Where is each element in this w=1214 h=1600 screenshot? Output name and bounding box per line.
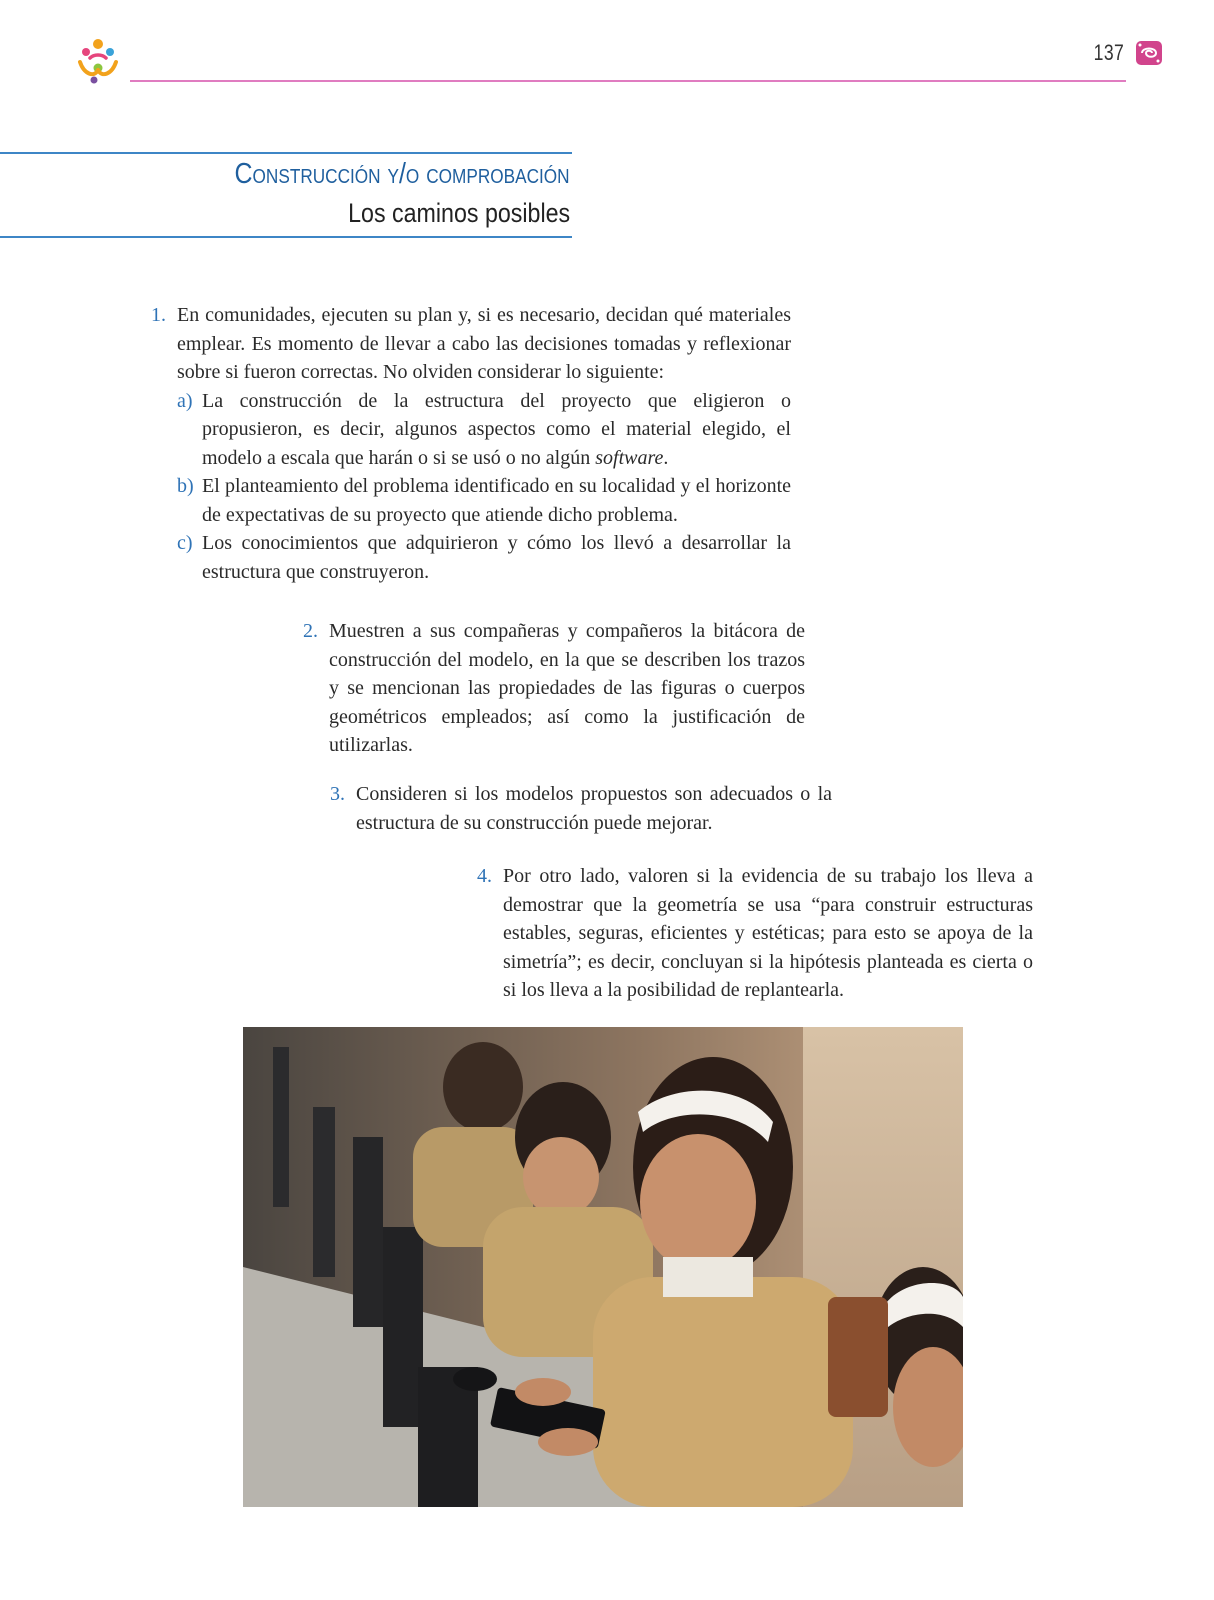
item-number: 2. — [303, 620, 318, 642]
section-rule-bottom — [0, 236, 572, 238]
spiral-glyph-icon — [1134, 38, 1164, 68]
list-item-1 — [151, 301, 791, 586]
item-number: 3. — [330, 783, 345, 805]
header-rule — [130, 80, 1126, 82]
subitem-text-main: La construcción de la estructura del proyecto que eligieron o propusieron, es decir, algunos aspectos como el material elegido, el modelo a escala que harán o si se usó o no algún — [202, 389, 791, 469]
subitem-letter: b) — [177, 475, 194, 497]
subitem-a — [177, 387, 791, 473]
section-subtitle: Los caminos posibles — [347, 198, 570, 228]
section-header — [0, 152, 572, 238]
subitem-text — [202, 387, 791, 473]
list-item-3 — [330, 780, 832, 837]
subitem-letter: a) — [177, 389, 193, 412]
page-number: 137 — [1093, 40, 1124, 65]
section-title: Construcción y/o comprobación — [234, 158, 570, 190]
hands-circle-logo-icon — [72, 34, 124, 86]
item-number: 1. — [151, 304, 166, 326]
subitem-text-end: . — [663, 446, 669, 469]
item-text: Consideren si los modelos propuestos son adecuados o la estructura de su construcción puede mejorar. — [356, 783, 832, 834]
subitem-c — [177, 529, 791, 586]
subitem-text: Los conocimientos que adquirieron y cómo los llevó a desarrollar la estructura que construyeron. — [202, 532, 791, 583]
subitem-letter: c) — [177, 532, 193, 554]
list-item-4 — [477, 862, 1033, 1005]
subitem-b — [177, 472, 791, 529]
subitem-text: El planteamiento del problema identificado en su localidad y el horizonte de expectativas de su proyecto que atiende dicho problema. — [202, 475, 791, 526]
item-text: En comunidades, ejecuten su plan y, si es necesario, decidan qué materiales emplear. Es momento de llevar a cabo las decisiones tomadas y reflexionar sobre si fueron correctas. No olviden considerar lo siguiente: — [177, 304, 791, 383]
item-text: Por otro lado, valoren si la evidencia de su trabajo los lleva a demostrar que la geometría se usa “para construir estructuras estables, seguras, eficientes y estéticas; para esto se apoya de la simetría”; es decir, concluyan si la hipótesis planteada es cierta o si los lleva a la posibilidad de replantearla. — [503, 865, 1033, 1001]
students-computer-lab-photo — [243, 1027, 963, 1507]
item-text: Muestren a sus compañeras y compañeros la bitácora de construcción del modelo, en la que se describen los trazos y se mencionan las propiedades de las figuras o cuerpos geométricos empleados; así como la justificación de utilizarlas. — [329, 620, 805, 756]
list-item-2 — [303, 617, 805, 760]
subitem-italic-term: software — [595, 446, 664, 469]
item-number: 4. — [477, 865, 492, 887]
section-rule-top — [0, 152, 572, 154]
